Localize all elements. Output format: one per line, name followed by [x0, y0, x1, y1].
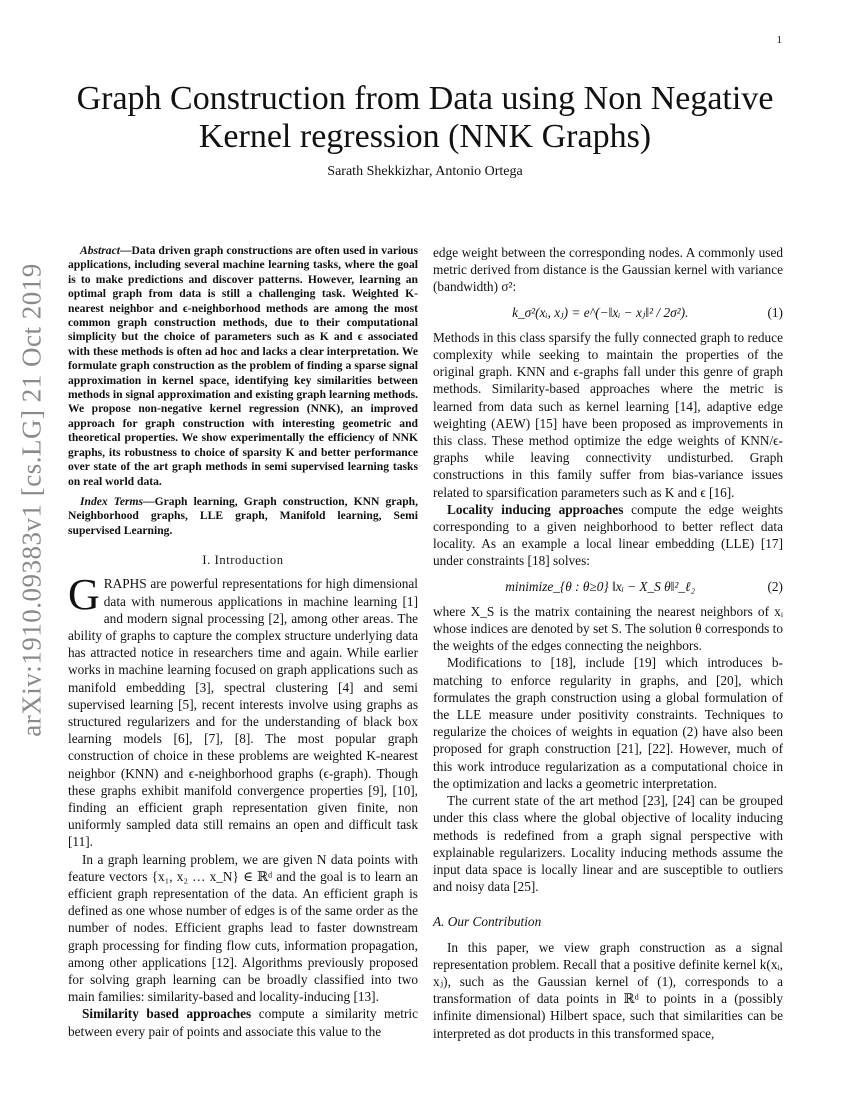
right-column	[433, 244, 783, 1042]
arxiv-stamp	[10, 263, 54, 737]
subsection-heading: A. Our Contribution	[433, 914, 542, 930]
paper-title: Graph Construction from Data using Non Negative Kernel regression (NNK Graphs)	[76, 80, 774, 155]
page-number: 1	[776, 34, 782, 46]
equation-2	[433, 578, 783, 595]
intro-paragraph-3	[68, 1005, 418, 1039]
equation-1-number: (1)	[767, 304, 783, 320]
left-column	[68, 244, 418, 1040]
right-paragraph-2	[433, 501, 783, 570]
drop-cap: G	[68, 570, 100, 620]
right-paragraph-5: The current state of the art method [23], [24] can be grouped under this class where the global objective of locality inducing methods is redefined from a graph signal perspective with explainable regularizers. Locality inducing methods assume the input data space is locally linear and are susceptible to outliers and noisy data [25].	[433, 793, 783, 895]
section-heading: I. Introduction	[202, 553, 284, 568]
abstract-text: —Data driven graph constructions are often used in various applications, including several machine learning tasks, where the goal is to make predictions and discover patterns. However, learning an optimal graph from data is still a challenging task. Weighted K-nearest neighbor and ϵ-neighborhood methods are among the most common graph construction methods, due to their computational simplicity but the choice of parameters such as K and ϵ associated with these methods is often ad hoc and lacks a clear interpretation. We formulate graph construction as the problem of finding a sparse signal approximation in kernel space, identifying key similarities between methods in signal approximation and existing graph learning methods. We propose non-negative kernel regression (NNK), an improved approach for graph construction with interesting geometric and theoretical properties. We show experimentally the efficiency of NNK graphs, its robustness to choice of sparsity K and better performance over state of the art graph methods in semi supervised learning tasks on real world data.	[68, 244, 418, 488]
intro-paragraph-1	[68, 570, 418, 850]
authors: Sarath Shekkizhar, Antonio Ortega	[327, 164, 523, 179]
right-paragraph-4: Modifications to [18], include [19] which introduces b-matching to enforce regularity in graphs, and [20], which formulates the graph construction using a global formulation of the LLE measure under positivity constraints. Techniques to regularize the choices of weights in equation (2) have also been proposed for graph construction [21], [22]. However, much of this work introduce regularization as a computational choice in the optimization and lacks a geometric interpretation.	[433, 655, 783, 791]
locality-lead: Locality inducing approaches	[447, 501, 624, 517]
index-terms-text: —Graph learning, Graph construction, KNN graph, Neighborhood graphs, LLE graph, Manifold learning, Semi supervised Learning.	[68, 494, 418, 537]
abstract	[68, 244, 418, 489]
intro-p1-text: RAPHS are powerful representations for high dimensional data with numerous applications in machine learning [1] and modern signal processing [2], among other areas. The ability of graphs to capture the complex structure underlying data has attracted notice in researchers time and again. While earlier works in machine learning focused on graph applications such as manifold embedding [3], spectral clustering [4] and semi supervised learning [5], recent interests involve using graphs as structured regularizers and for the understanding of black box learning models [6], [7], [8]. The most popular graph construction of choice in these problems are weighted K-nearest neighbor (KNN) and ϵ-neighborhood graphs (ϵ-graph). Though these graphs exhibit manifold convergence properties [9], [10], finding an efficient graph representation given finite, non uniformly sampled data still remains an open and difficult task [11].	[68, 576, 418, 850]
right-paragraph-1: Methods in this class sparsify the fully connected graph to reduce complexity while seeking to maintain the properties of the original graph. KNN and ϵ-graphs fall under this genre of graph methods. Similarity-based approaches where the metric is learned from data such as kernel learning [14], adaptive edge weighting (AEW) [15] have been proposed as improvements in this class. These method optimize the edge weights of KNN/ϵ-graphs while leaving connectivity undisturbed. Graph constructions in this family suffer from bias-variance issues related to sparsification parameters such as K and ϵ [16].	[433, 329, 783, 500]
index-terms	[68, 495, 418, 538]
right-paragraph-6: In this paper, we view graph construction as a signal representation problem. Recall that a positive definite kernel k(xᵢ, xⱼ), such as the Gaussian kernel of (1), corresponds to a transformation of data points in ℝᵈ to points in a (possibly infinite dimensional) Hilbert space, such that similarities can be interpreted as dot products in this transformed space,	[433, 939, 783, 1041]
abstract-label: Abstract	[80, 244, 120, 257]
intro-p3-text: compute a similarity metric between every pair of points and associate this value to the	[68, 1006, 418, 1039]
right-paragraph-0: edge weight between the corresponding nodes. A commonly used metric derived from distance is the Gaussian kernel with variance (bandwidth) σ²:	[433, 245, 783, 295]
right-paragraph-3: where X_S is the matrix containing the nearest neighbors of xᵢ whose indices are denoted by set S. The solution θ corresponds to the weights of the edges connecting the neighbors.	[433, 603, 783, 654]
equation-2-body: minimize_{θ : θ≥0} ‖xᵢ − X_S θ‖²_ℓ₂	[505, 578, 696, 594]
equation-2-number: (2)	[767, 578, 783, 594]
arxiv-stamp-text: arXiv:1910.09383v1 [cs.LG] 21 Oct 2019	[16, 263, 47, 737]
right-p2-text: compute the edge weights corresponding to a given neighborhood to better reflect data locality. As an example a local linear embedding (LLE) [17] under constraints [18] solves:	[433, 501, 783, 569]
similarity-lead: Similarity based approaches	[82, 1006, 252, 1022]
intro-paragraph-2: In a graph learning problem, we are given N data points with feature vectors {x₁, x₂ … x_N} ∈ ℝᵈ and the goal is to learn an efficient graph representation of the data. An efficient graph is defined as one whose number of edges is of the same order as the number of nodes. Efficient graphs lead to faster downstream graph processing for finding flow cuts, information propagation, among other applications [12]. Algorithms previously proposed for solving graph learning can be broadly classified into two main families: similarity-based and locality-inducing [13].	[68, 851, 418, 1005]
equation-1	[433, 304, 783, 321]
equation-1-body: k_σ²(xᵢ, xⱼ) = e^(−‖xᵢ − xⱼ‖² / 2σ²).	[512, 304, 689, 320]
index-terms-label: Index Terms	[80, 494, 144, 508]
